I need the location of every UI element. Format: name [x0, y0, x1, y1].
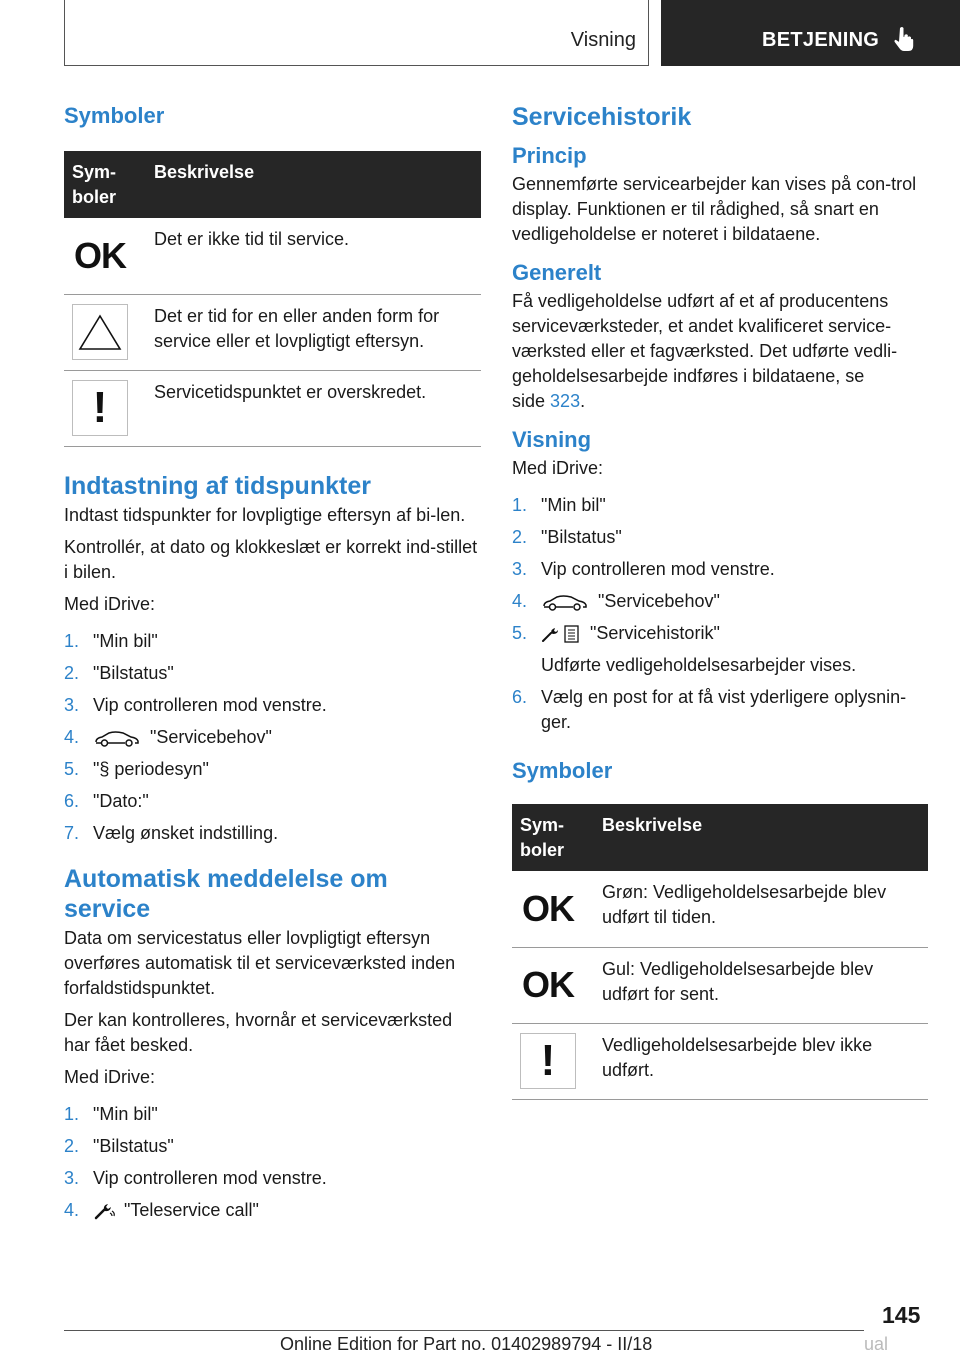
- table-header-description: Beskrivelse: [594, 804, 928, 871]
- left-column: [64, 102, 481, 1230]
- table-cell: Det er tid for en eller anden form for service eller et lovpligtigt eftersyn.: [146, 294, 481, 370]
- history-heading: Servicehistorik: [512, 103, 692, 131]
- exclamation-icon: !: [520, 1033, 576, 1089]
- ok-yellow-icon: OK: [520, 957, 576, 1013]
- visning-steps: [512, 493, 928, 735]
- header-section-box: [661, 0, 960, 66]
- page-link[interactable]: 323: [550, 391, 581, 411]
- table-cell: Servicetidspunktet er overskredet.: [146, 370, 481, 446]
- exclamation-icon: !: [72, 380, 128, 436]
- table-header-symbols: Sym- boler: [64, 151, 146, 218]
- ok-symbol-icon: OK: [72, 227, 128, 283]
- table-cell: Grøn: Vedligeholdelsesarbejde blev udført til tiden.: [594, 871, 928, 947]
- table-cell: Gul: Vedligeholdelsesarbejde blev udført for sent.: [594, 947, 928, 1023]
- table-cell: Det er ikke tid til service.: [146, 218, 481, 294]
- visning-paragraph: Med iDrive:: [512, 458, 604, 478]
- header-tab-label: Visning: [570, 29, 636, 51]
- entry-paragraph-2: Kontrollér, at dato og klokkeslæt er korrekt ind-stillet i bilen.: [64, 536, 478, 582]
- list-item: 3. Vip controlleren mod venstre.: [64, 1167, 327, 1188]
- table-row: [64, 218, 481, 294]
- generelt-heading: Generelt: [512, 260, 602, 285]
- ok-green-icon: OK: [520, 880, 576, 936]
- service-history-icon: [541, 624, 581, 644]
- symbols-heading-left: Symboler: [64, 103, 165, 128]
- table-row: [64, 370, 481, 446]
- table-row: [512, 947, 928, 1023]
- list-item: 6. Vælg en post for at få vist yderligere oplysnin-ger.: [512, 687, 907, 732]
- page-number: 145: [882, 1302, 921, 1328]
- footer-edition: Online Edition for Part no. 01402989794 - II/18: [280, 1334, 653, 1354]
- table-row: [512, 871, 928, 947]
- header-tab-box: [64, 0, 649, 66]
- footer-watermark: ual: [864, 1334, 889, 1354]
- list-item: 4. "Servicebehov": [64, 726, 272, 747]
- list-item: 1. "Min bil": [64, 630, 158, 651]
- list-item: 3. Vip controlleren mod venstre.: [64, 694, 327, 715]
- table-header-symbols: Sym- boler: [512, 804, 594, 871]
- list-item: 4. "Servicebehov": [512, 591, 720, 611]
- table-cell: Vedligeholdelsesarbejde blev ikke udført.: [594, 1023, 928, 1099]
- wrench-icon: [93, 1201, 115, 1221]
- auto-paragraph-1: Data om servicestatus eller lovpligtigt eftersyn overføres automatisk til et serviceværksted inden forfaldstidspunktet.: [64, 927, 456, 998]
- hand-pointer-icon: [894, 26, 914, 52]
- list-item: 1. "Min bil": [512, 495, 606, 515]
- list-item: 1. "Min bil": [64, 1103, 158, 1124]
- visning-note: Udførte vedligeholdelsesarbejder vises.: [541, 655, 857, 675]
- auto-steps: [64, 1102, 481, 1223]
- entry-steps: [64, 629, 481, 846]
- entry-heading: Indtastning af tidspunkter: [64, 471, 371, 500]
- table-row: [512, 1023, 928, 1099]
- table-row: [64, 294, 481, 370]
- visning-heading: Visning: [512, 427, 592, 452]
- list-item: 2. "Bilstatus": [64, 662, 174, 683]
- list-item: 4. "Teleservice call": [64, 1199, 259, 1220]
- princip-paragraph: Gennemførte servicearbejder kan vises på con-trol display. Funktionen er til rådighed, så snart en vedligeholdelse er noteret i bildataene.: [512, 174, 917, 244]
- list-item: 7. Vælg ønsket indstilling.: [64, 822, 279, 843]
- list-item: 6. "Dato:": [64, 790, 149, 811]
- entry-paragraph-3: Med iDrive:: [64, 593, 156, 614]
- table-header-description: Beskrivelse: [146, 151, 481, 218]
- car-icon: [541, 593, 589, 611]
- symbols-table-left: [64, 151, 481, 447]
- list-item: 2. "Bilstatus": [512, 527, 622, 547]
- symbols-heading-right: Symboler: [512, 758, 613, 783]
- right-column: [512, 102, 928, 1100]
- entry-paragraph-1: Indtast tidspunkter for lovpligtige eftersyn af bi-len.: [64, 504, 466, 525]
- auto-heading: Automatisk meddelelse om service: [64, 864, 388, 923]
- car-icon: [93, 729, 141, 747]
- auto-paragraph-2: Der kan kontrolleres, hvornår et serviceværksted har fået besked.: [64, 1009, 453, 1055]
- generelt-paragraph: Få vedligeholdelse udført af et af producentens serviceværksteder, et andet kvalificeret service-værksted eller et fagværksted. Det udførte vedli-geholdelsesarbejde indføres i bildataene, se side 323.: [512, 291, 898, 411]
- list-item: 3. Vip controlleren mod venstre.: [512, 559, 775, 579]
- footer-divider: [64, 1330, 864, 1331]
- list-item: 5. "§ periodesyn": [64, 758, 209, 779]
- list-item: 2. "Bilstatus": [64, 1135, 174, 1156]
- princip-heading: Princip: [512, 143, 587, 168]
- warning-triangle-icon: [72, 304, 128, 360]
- header-section-label: BETJENING: [762, 29, 880, 51]
- symbols-table-right: [512, 804, 928, 1100]
- auto-paragraph-3: Med iDrive:: [64, 1066, 156, 1087]
- list-item: 5. "Servicehistorik" Udførte vedligeholdelsesarbejder vises.: [512, 621, 928, 678]
